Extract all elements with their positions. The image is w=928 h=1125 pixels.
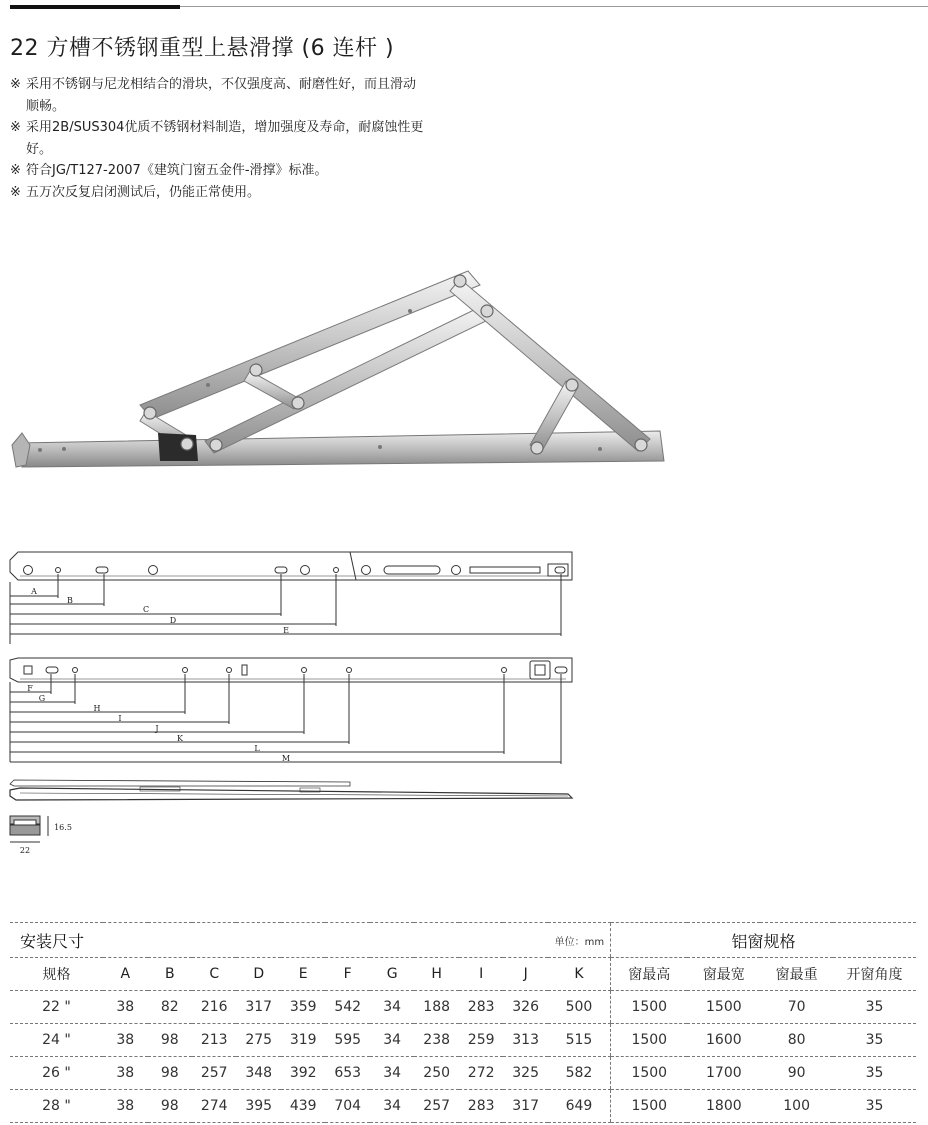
table-section-header (10, 923, 916, 958)
table-cell: 439 (281, 1090, 325, 1123)
feature-text: 五万次反复启闭测试后，仍能正常使用。 (26, 184, 261, 200)
dim-label: F (27, 684, 33, 693)
dim-label: A (31, 587, 37, 596)
table-cell: 649 (548, 1090, 611, 1123)
dim-label: L (254, 744, 260, 753)
feature-list (10, 74, 426, 203)
table-cell: 257 (192, 1057, 236, 1090)
page-title: 22 方槽不锈钢重型上悬滑撑 (6 连杆 ) (10, 36, 395, 61)
table-cell: 238 (414, 1024, 458, 1057)
feature-item (10, 117, 426, 160)
table-cell: 82 (148, 991, 192, 1024)
table-cell: 100 (760, 1090, 833, 1123)
table-cell: 515 (548, 1024, 611, 1057)
table-cell: 28 " (10, 1090, 103, 1123)
window-spec-heading: 铝窗规格 (611, 923, 916, 958)
table-cell: 98 (148, 1090, 192, 1123)
table-cell: 1500 (611, 1090, 688, 1123)
table-cell: 1500 (611, 1057, 688, 1090)
product-photo (0, 255, 680, 475)
dim-label: M (281, 754, 291, 763)
table-cell: 34 (370, 1090, 415, 1123)
table-cell: 275 (236, 1024, 280, 1057)
feature-text: 采用2B/SUS304优质不锈钢材料制造，增加强度及寿命，耐腐蚀性更好。 (26, 120, 424, 157)
table-cell: 1500 (687, 991, 760, 1024)
table-cell: 1700 (687, 1057, 760, 1090)
table-cell: 38 (103, 1090, 147, 1123)
column-header: I (459, 958, 503, 991)
table-cell: 38 (103, 1024, 147, 1057)
table-cell: 326 (503, 991, 547, 1024)
feature-item (10, 182, 426, 204)
table-cell: 38 (103, 1057, 147, 1090)
column-header: A (103, 958, 147, 991)
table-cell: 395 (236, 1090, 280, 1123)
dim-label: C (142, 605, 150, 614)
feature-text: 符合JG/T127-2007《建筑门窗五金件-滑撑》标准。 (26, 163, 328, 178)
technical-drawings (0, 548, 600, 868)
install-size-heading: 安装尺寸 (10, 923, 414, 958)
table-cell: 98 (148, 1024, 192, 1057)
table-cell: 38 (103, 991, 147, 1024)
dim-label: D (169, 616, 177, 625)
column-header: C (192, 958, 236, 991)
reference-mark: ※ (10, 163, 21, 178)
column-header: 窗最宽 (687, 958, 760, 991)
dim-label: 22 (19, 846, 31, 855)
table-cell: 653 (325, 1057, 369, 1090)
column-header: D (236, 958, 280, 991)
column-header: K (548, 958, 611, 991)
column-header: E (281, 958, 325, 991)
table-column-header (10, 958, 916, 991)
table-cell: 70 (760, 991, 833, 1024)
top-accent-bar (10, 5, 180, 9)
reference-mark: ※ (10, 120, 21, 135)
table-cell: 24 " (10, 1024, 103, 1057)
table-cell: 90 (760, 1057, 833, 1090)
table-cell: 257 (414, 1090, 458, 1123)
dim-label: 16.5 (54, 823, 72, 832)
table-row (10, 991, 916, 1024)
reference-mark: ※ (10, 184, 21, 200)
table-cell: 213 (192, 1024, 236, 1057)
dim-label: B (67, 596, 73, 605)
table-cell: 317 (236, 991, 280, 1024)
dim-label: K (177, 734, 183, 743)
table-cell: 272 (459, 1057, 503, 1090)
table-cell: 34 (370, 991, 415, 1024)
table-cell: 542 (325, 991, 369, 1024)
dim-label: J (155, 724, 159, 733)
column-header: B (148, 958, 192, 991)
dim-label: E (283, 626, 289, 635)
column-header: G (370, 958, 415, 991)
table-cell: 216 (192, 991, 236, 1024)
table-cell: 26 " (10, 1057, 103, 1090)
table-cell: 359 (281, 991, 325, 1024)
table-cell: 22 " (10, 991, 103, 1024)
table-cell: 188 (414, 991, 458, 1024)
feature-item (10, 160, 426, 182)
table-cell: 582 (548, 1057, 611, 1090)
column-header: 窗最高 (611, 958, 688, 991)
column-header: F (325, 958, 369, 991)
table-row (10, 1057, 916, 1090)
table-cell: 1600 (687, 1024, 760, 1057)
unit-label: 单位：mm (414, 923, 610, 958)
table-row (10, 1090, 916, 1123)
reference-mark: ※ (10, 77, 21, 92)
table-cell: 704 (325, 1090, 369, 1123)
dim-label: I (118, 714, 122, 723)
table-cell: 500 (548, 991, 611, 1024)
table-cell: 35 (833, 1024, 916, 1057)
spec-table (10, 922, 916, 1123)
column-header: 规格 (10, 958, 103, 991)
table-cell: 313 (503, 1024, 547, 1057)
table-cell: 283 (459, 1090, 503, 1123)
table-cell: 34 (370, 1057, 415, 1090)
table-cell: 80 (760, 1024, 833, 1057)
table-cell: 1800 (687, 1090, 760, 1123)
table-cell: 317 (503, 1090, 547, 1123)
table-cell: 35 (833, 1057, 916, 1090)
table-cell: 34 (370, 1024, 415, 1057)
table-cell: 259 (459, 1024, 503, 1057)
table-cell: 274 (192, 1090, 236, 1123)
column-header: H (414, 958, 458, 991)
feature-item (10, 74, 426, 117)
table-cell: 35 (833, 1090, 916, 1123)
table-cell: 392 (281, 1057, 325, 1090)
dim-label: H (93, 704, 101, 713)
table-cell: 319 (281, 1024, 325, 1057)
column-header: 开窗角度 (833, 958, 916, 991)
table-cell: 1500 (611, 1024, 688, 1057)
table-cell: 283 (459, 991, 503, 1024)
table-row (10, 1024, 916, 1057)
table-cell: 250 (414, 1057, 458, 1090)
table-cell: 325 (503, 1057, 547, 1090)
table-cell: 595 (325, 1024, 369, 1057)
dim-label: G (38, 694, 46, 703)
table-cell: 1500 (611, 991, 688, 1024)
feature-text: 采用不锈钢与尼龙相结合的滑块，不仅强度高、耐磨性好，而且滑动顺畅。 (26, 77, 417, 114)
column-header: J (503, 958, 547, 991)
table-cell: 348 (236, 1057, 280, 1090)
table-cell: 98 (148, 1057, 192, 1090)
column-header: 窗最重 (760, 958, 833, 991)
table-cell: 35 (833, 991, 916, 1024)
